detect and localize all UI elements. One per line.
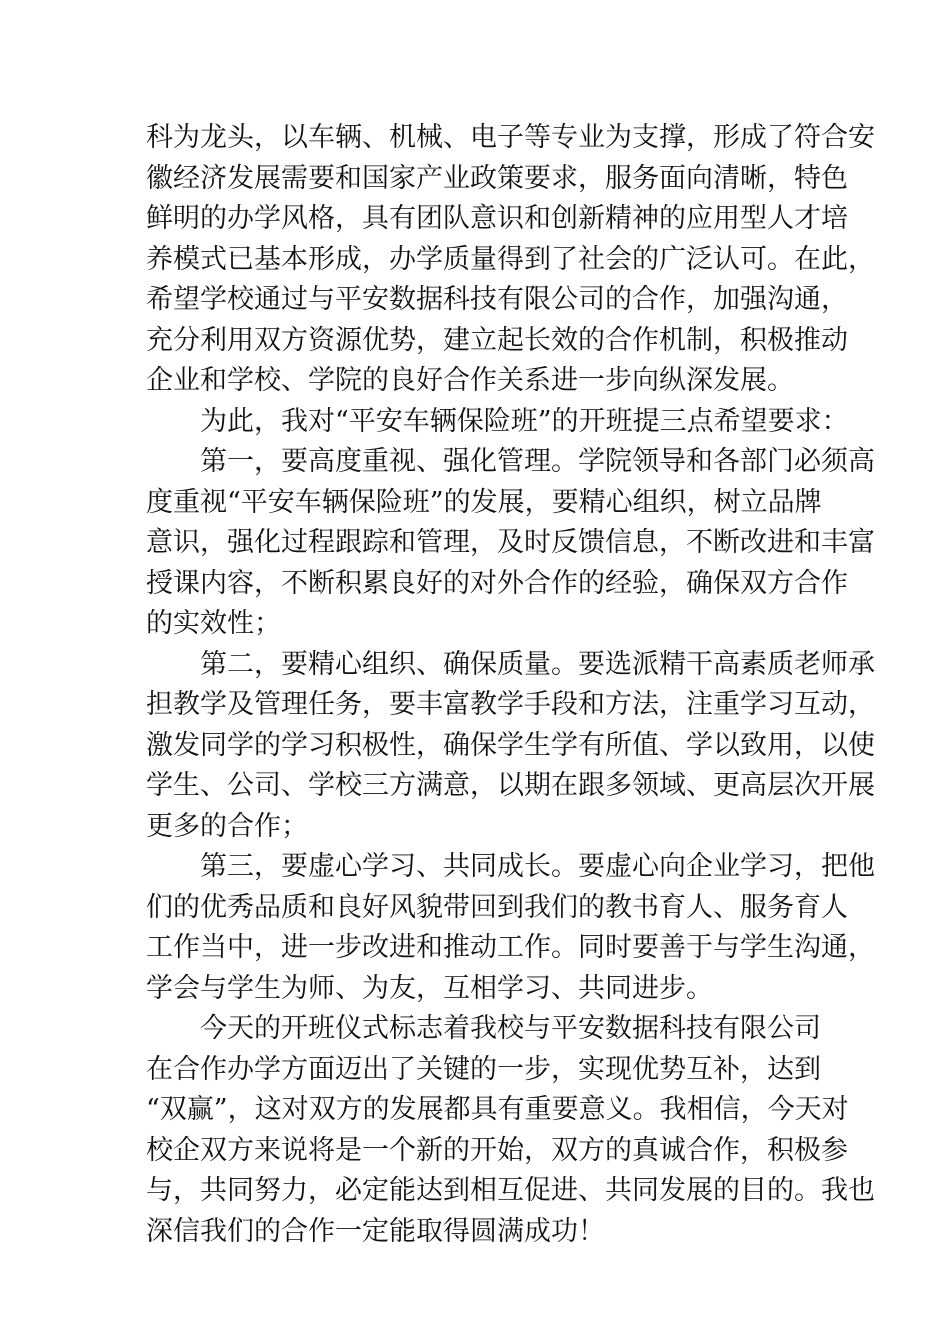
text-line: 学生、公司、学校三方满意，以期在跟多领域、更高层次开展 <box>146 770 875 801</box>
text-line: 徽经济发展需要和国家产业政策要求，服务面向清晰，特色 <box>146 162 848 194</box>
text-line: 企业和学校、学院的良好合作关系进一步向纵深发展。 <box>146 365 794 396</box>
text-line: 在合作办学方面迈出了关键的一步，实现优势互补，达到 <box>146 1053 821 1085</box>
text-line: 为此，我对“平安车辆保险班”的开班提三点希望要求： <box>200 405 849 437</box>
text-line: 工作当中，进一步改进和推动工作。同时要善于与学生沟通， <box>146 932 875 963</box>
text-line: 第二，要精心组织、确保质量。要选派精干高素质老师承 <box>200 648 875 680</box>
text-line: 养模式已基本形成，办学质量得到了社会的广泛认可。在此， <box>146 243 875 275</box>
text-line: 们的优秀品质和良好风貌带回到我们的教书育人、服务育人 <box>146 891 848 923</box>
text-line: 希望学校通过与平安数据科技有限公司的合作，加强沟通， <box>146 284 848 315</box>
text-line: 更多的合作； <box>146 810 308 842</box>
text-line: 度重视“平安车辆保险班”的发展，要精心组织，树立品牌 <box>146 486 822 518</box>
body-text <box>146 118 875 1252</box>
text-line: 鲜明的办学风格，具有团队意识和创新精神的应用型人才培 <box>146 203 848 234</box>
text-line: 充分利用双方资源优势，建立起长效的合作机制，积极推动 <box>146 324 848 356</box>
text-line: “双赢”，这对双方的发展都具有重要意义。我相信，今天对 <box>146 1094 849 1125</box>
text-line: 学会与学生为师、为友，互相学习、共同进步。 <box>146 972 713 1004</box>
text-line: 深信我们的合作一定能取得圆满成功！ <box>146 1215 605 1247</box>
text-line: 科为龙头，以车辆、机械、电子等专业为支撑，形成了符合安 <box>146 122 875 153</box>
text-line: 的实效性； <box>146 608 281 639</box>
text-line: 激发同学的学习积极性，确保学生学有所值、学以致用，以使 <box>146 729 875 761</box>
text-line: 授课内容，不断积累良好的对外合作的经验，确保双方合作 <box>146 567 848 599</box>
text-line: 担教学及管理任务，要丰富教学手段和方法，注重学习互动， <box>146 689 875 720</box>
text-line: 第三，要虚心学习、共同成长。要虚心向企业学习，把他 <box>200 851 875 882</box>
text-line: 第一，要高度重视、强化管理。学院领导和各部门必须高 <box>200 446 875 477</box>
text-line: 与，共同努力，必定能达到相互促进、共同发展的目的。我也 <box>146 1175 875 1206</box>
text-line: 意识，强化过程跟踪和管理，及时反馈信息，不断改进和丰富 <box>146 527 875 558</box>
text-line: 今天的开班仪式标志着我校与平安数据科技有限公司 <box>200 1013 821 1044</box>
text-line: 校企双方来说将是一个新的开始，双方的真诚合作，积极参 <box>146 1134 848 1166</box>
